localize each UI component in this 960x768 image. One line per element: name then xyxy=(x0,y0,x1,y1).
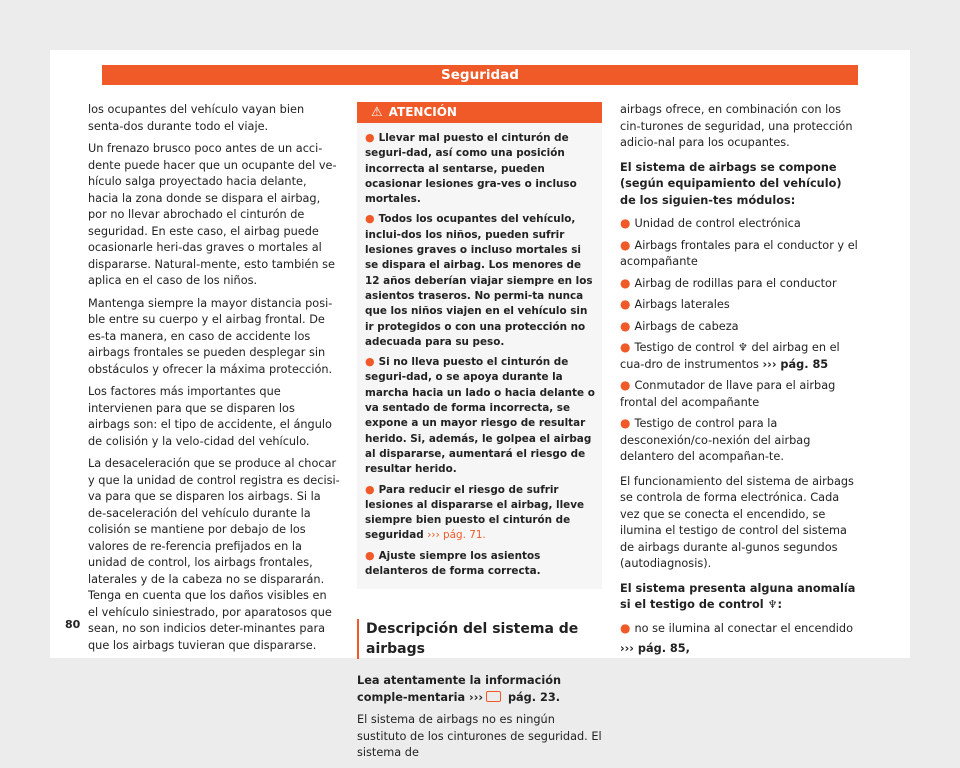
page-number: 80 xyxy=(65,618,81,631)
section-header: Seguridad xyxy=(102,65,858,85)
column-middle xyxy=(357,102,602,768)
column-right xyxy=(620,102,860,662)
bullet-icon: ● xyxy=(620,416,631,430)
warning-body xyxy=(357,123,602,589)
list-item: ● Testigo de control ♆ del airbag en el cua-dro de instrumentos ››› pág. 85 xyxy=(620,340,840,371)
column-left xyxy=(88,102,340,660)
bullet-icon: ● xyxy=(365,548,375,562)
warning-item: ● Llevar mal puesto el cinturón de seguri-dad, así como una posición incorrecta al sentarse, pueden ocasionar lesiones gra-ves o incluso mortales. xyxy=(365,131,577,206)
bullet-icon: ● xyxy=(620,620,631,635)
bullet-icon: ● xyxy=(620,297,631,311)
paragraph: Los factores más importantes que intervienen para que se disparen los airbags son: el tipo de accidente, el ángulo de colisión y la velo-cidad del vehículo. xyxy=(88,385,332,448)
bullet-icon: ● xyxy=(365,212,375,226)
list-item xyxy=(620,641,860,658)
bullet-icon: ● xyxy=(365,131,375,144)
list-item: ● Unidad de control electrónica xyxy=(620,216,801,230)
warning-box xyxy=(357,102,602,589)
page-ref-link[interactable]: ››› pág. 85 xyxy=(762,357,829,371)
warning-item: ● Para reducir el riesgo de sufrir lesiones al dispararse el airbag, lleve siempre bien puesto el cinturón de seguridad ››› pág. 71. xyxy=(365,482,585,542)
bullet-icon: ● xyxy=(620,340,631,354)
list-item: ● Airbags laterales xyxy=(620,297,730,311)
warning-header xyxy=(357,102,602,123)
subheading: El sistema de airbags se compone (según equipamiento del vehículo) de los siguien-tes módulos: xyxy=(620,160,842,207)
section-title: Descripción del sistema de airbags xyxy=(357,619,602,659)
airbag-icon: ♆ xyxy=(738,341,748,354)
page-ref-link[interactable]: ››› pág. 71. xyxy=(427,529,486,542)
bullet-icon: ● xyxy=(620,378,631,392)
page-ref-link[interactable]: ››› pág. 85, xyxy=(620,642,690,655)
bullet-icon: ● xyxy=(620,216,631,230)
bullet-icon: ● xyxy=(365,355,375,369)
paragraph: El funcionamiento del sistema de airbags se controla de forma electrónica. Cada vez que se conecta el encendido, se ilumina el testigo de control del sistema de airbags durante al-gunos segundos (autodiagnosis). xyxy=(620,474,854,570)
paragraph: Un frenazo brusco poco antes de un acci-dente puede hacer que un ocupante del ve-hículo salga proyectado hacia delante, hacia la zona donde se dispara el airbag, por no llevar abrochado el cinturón de seguridad. En este caso, el airbag puede ocasionarle heri-das graves o mortales al dispararse. Natural-mente, esto también se aplica en el caso de los niños. xyxy=(88,142,337,287)
book-icon xyxy=(486,691,501,702)
warning-item: ● Todos los ocupantes del vehículo, inclui-dos los niños, pueden sufrir lesiones graves o incluso mortales si se dispara el airbag. Los menores de 12 años deberían viajar siempre en los asientos traseros. No permi-ta nunca que los niños viajen en el vehículo sin ir protegidos o con una protección no adecuada para su peso. xyxy=(365,212,593,348)
list-item: ● Airbags frontales para el conductor y el acompañante xyxy=(620,237,858,268)
list-item: ● Conmutador de llave para el airbag frontal del acompañante xyxy=(620,378,836,409)
list-item: ● Airbags de cabeza xyxy=(620,318,739,333)
list-item: ● Airbag de rodillas para el conductor xyxy=(620,275,837,290)
paragraph: los ocupantes del vehículo vayan bien senta-dos durante todo el viaje. xyxy=(88,103,305,133)
page-ref-link[interactable]: pág. 23. xyxy=(507,690,560,704)
warning-icon: ⚠ xyxy=(371,105,383,120)
list-item: ● Testigo de control para la desconexión/co-nexión del airbag delantero del acompañan-te. xyxy=(620,416,811,463)
bullet-icon: ● xyxy=(620,318,631,333)
bullet-icon: ● xyxy=(365,482,375,496)
manual-page xyxy=(50,50,910,760)
warning-item: ● Si no lleva puesto el cinturón de seguri-dad, o se apoya durante la marcha hacia un lado o hacia delante o va sentado de forma incorrecta, se expone a un mayor riesgo de resultar herido. Si, además, le golpea el airbag al dispararse, aumentará el riesgo de resultar herido. xyxy=(365,355,595,476)
airbag-icon: ♆ xyxy=(767,598,778,611)
paragraph: El sistema de airbags no es ningún sustituto de los cinturones de seguridad. El sistema de xyxy=(357,713,602,760)
paragraph: La desaceleración que se produce al chocar y que la unidad de control registra es decisi-va para que se disparen los airbags. Si la de-saceleración del vehículo durante la colisión se mantiene por debajo de los valores de re-ferencia prefijados en la unidad de control, los airbags frontales, laterales y de la cabeza no se dispararán. Tenga en cuenta que los daños visibles en el vehículo siniestrado, por aparatosos que sean, no son indicios deter-minantes para que los airbags tuvieran que dispararse. xyxy=(88,457,340,652)
warning-title: ATENCIÓN xyxy=(388,105,457,119)
list-item: ● no se ilumina al conectar el encendido xyxy=(620,620,854,635)
bullet-icon: ● xyxy=(620,237,631,252)
intro-text: Lea atentamente la información comple-mentaria ››› pág. 23. xyxy=(357,674,561,704)
subheading: El sistema presenta alguna anomalía si el testigo de control ♆: xyxy=(620,581,856,611)
paragraph: Mantenga siempre la mayor distancia posi-ble entre su cuerpo y el airbag frontal. De es-ta manera, en caso de accidente los airbags frontales se pueden desplegar sin obstáculos y ofrecer la máxima protección. xyxy=(88,296,333,376)
paragraph: airbags ofrece, en combinación con los cin-turones de seguridad, una protección adicio-nal para los ocupantes. xyxy=(620,103,853,149)
warning-item: ● Ajuste siempre los asientos delanteros de forma correcta. xyxy=(365,548,541,578)
bullet-icon: ● xyxy=(620,275,631,290)
